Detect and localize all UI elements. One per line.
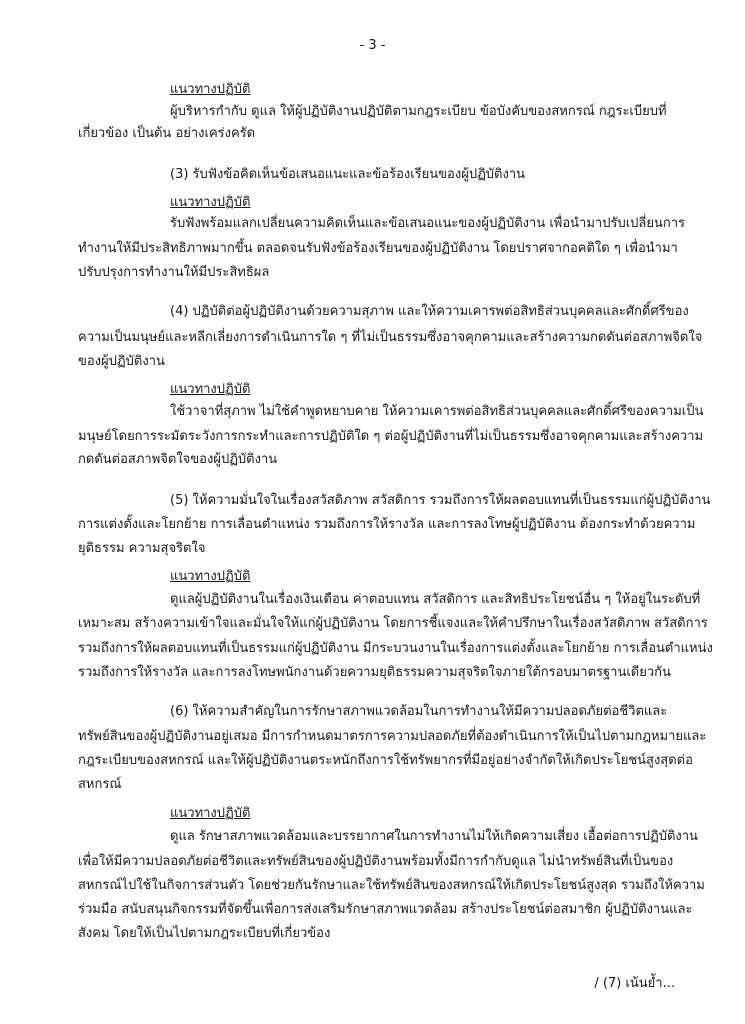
section-heading: แนวทางปฏิบัติ [170,806,251,821]
body-line: ดูแลผู้ปฏิบัติงานในเรื่องเงินเดือน ค่าตอบแทน สวัสดิการ และสิทธิประโยชน์อื่น ๆ ให้อยู่ในระดับที่ [170,592,701,607]
body-line: ดูแล รักษาสภาพแวดล้อมและบรรยากาศในการทำงานไม่ให้เกิดความเสี่ยง เอื้อต่อการปฏิบัติงาน [170,829,698,844]
section-title: (3) รับฟังข้อคิดเห็นข้อเสนอแนะและข้อร้องเรียนของผู้ปฏิบัติงาน [170,167,526,182]
section-title-line: ยุติธรรม ความสุจริตใจ [78,541,206,556]
section-title-line: การแต่งตั้งและโยกย้าย การเลื่อนตำแหน่ง รวมถึงการให้รางวัล และการลงโทษผู้ปฏิบัติงาน ต้องกระทำด้วยความ [78,517,696,532]
section-title-line: ทรัพย์สินของผู้ปฏิบัติงานอยู่เสมอ มีการกำหนดมาตรการความปลอดภัยที่ต้องดำเนินการให้เป็นไปตามกฎหมายและ [78,729,707,744]
section-title-line: สหกรณ์ [78,777,122,792]
body-line: ใช้วาจาที่สุภาพ ไม่ใช้คำพูดหยาบคาย ให้ความเคารพต่อสิทธิส่วนบุคคลและศักดิ์ศรีของความเป็น [170,404,704,419]
section-title-line: (6) ให้ความสำคัญในการรักษาสภาพแวดล้อมในการทำงานให้มีความปลอดภัยต่อชีวิตและ [170,704,668,719]
body-line: สังคม โดยให้เป็นไปตามกฎระเบียบที่เกี่ยวข้อง [78,926,331,941]
page-number: - 3 - [359,38,386,53]
continuation-marker: / (7) เน้นย้ำ... [594,976,675,991]
body-line: เกี่ยวข้อง เป็นต้น อย่างเคร่งครัด [78,126,256,141]
body-line: กดดันต่อสภาพจิตใจของผู้ปฏิบัติงาน [78,452,278,467]
body-line: ปรับปรุงการทำงานให้มีประสิทธิผล [78,265,270,280]
section-heading: แนวทางปฏิบัติ [170,382,251,397]
section-heading: แนวทางปฏิบัติ [170,569,251,584]
body-line: รวมถึงการให้ผลตอบแทนที่เป็นธรรมแก่ผู้ปฏิบัติงาน มีกระบวนงานในเรื่องการแต่งตั้งและโยกย้าย การเลื่อนตำแหน่ง [78,641,713,656]
body-line: ทำงานให้มีประสิทธิภาพมากขึ้น ตลอดจนรับฟังข้อร้องเรียนของผู้ปฏิบัติงาน โดยปราศจากอคติใด ๆ เพื่อนำมา [78,241,678,256]
section-heading: แนวทางปฏิบัติ [170,82,251,97]
section-title-line: (5) ให้ความมั่นใจในเรื่องสวัสดิภาพ สวัสดิการ รวมถึงการให้ผลตอบแทนที่เป็นธรรมแก่ผู้ปฏิบัติงาน [170,493,711,508]
section-heading: แนวทางปฏิบัติ [170,195,251,210]
body-line: เหมาะสม สร้างความเข้าใจและมั่นใจให้แก่ผู้ปฏิบัติงาน โดยการชี้แจงและให้คำปรึกษาในเรื่องสวัสดิภาพ สวัสดิการ [78,616,708,631]
section-title-line: กฎระเบียบของสหกรณ์ และให้ผู้ปฏิบัติงานตระหนักถึงการใช้ทรัพยากรที่มีอยู่อย่างจำกัดให้เกิดประโยชน์สูงสุดต่อ [78,753,693,768]
section-title-line: (4) ปฏิบัติต่อผู้ปฏิบัติงานด้วยความสุภาพ และให้ความเคารพต่อสิทธิส่วนบุคคลและศักดิ์ศรีของ [170,304,689,319]
body-line: สหกรณ์ไปใช้ในกิจการส่วนตัว โดยช่วยกันรักษาและใช้ทรัพย์สินของสหกรณ์ให้เกิดประโยชน์สูงสุด รวมถึงให้ความ [78,878,705,893]
body-line: ร่วมมือ สนับสนุนกิจกรรมที่จัดขึ้นเพื่อการส่งเสริมรักษาสภาพแวดล้อม สร้างประโยชน์ต่อสมาชิก ผู้ปฏิบัติงานและ [78,902,693,917]
body-line: รับฟังพร้อมแลกเปลี่ยนความคิดเห็นและข้อเสนอแนะของผู้ปฏิบัติงาน เพื่อนำมาปรับเปลี่ยนการ [170,216,686,231]
body-line: มนุษย์โดยการระมัดระวังการกระทำและการปฏิบัติใด ๆ ต่อผู้ปฏิบัติงานที่ไม่เป็นธรรมซึ่งอาจคุกคามและสร้างความ [78,429,704,444]
body-line: ผู้บริหารกำกับ ดูแล ให้ผู้ปฏิบัติงานปฏิบัติตามกฎระเบียบ ข้อบังคับของสหกรณ์ กฎระเบียบที่ [170,104,667,119]
section-title-line: ความเป็นมนุษย์และหลีกเลี่ยงการดำเนินการใด ๆ ที่ไม่เป็นธรรมซึ่งอาจคุกคามและสร้างความกดดันต่อสภาพจิตใจ [78,330,703,345]
body-line: เพื่อให้มีความปลอดภัยต่อชีวิตและทรัพย์สินของผู้ปฏิบัติงานพร้อมทั้งมีการกำกับดูแล ไม่นำทรัพย์สินที่เป็นของ [78,854,674,869]
body-line: รวมถึงการให้รางวัล และการลงโทษพนักงานด้วยความยุติธรรมความสุจริตใจภายใต้กรอบมาตรฐานเดียวกัน [78,665,671,680]
section-title-line: ของผู้ปฏิบัติงาน [78,354,165,369]
